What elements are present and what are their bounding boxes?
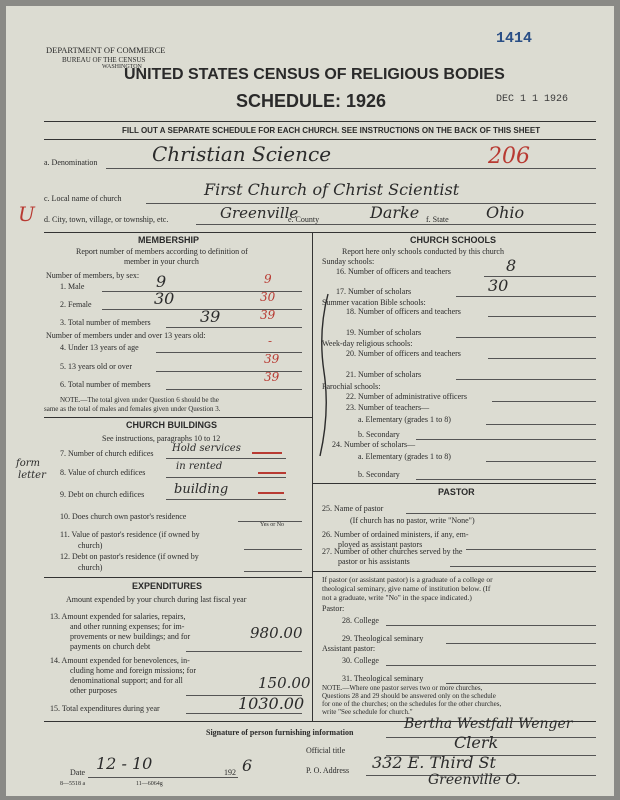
q20-line [488, 358, 596, 359]
department-label: DEPARTMENT OF COMMERCE [46, 45, 166, 55]
buildings-sub: See instructions, paragraphs 10 to 12 [102, 434, 221, 443]
year-prefix: 192 [224, 768, 236, 777]
grad-instruction-2: theological seminary, give name of institution below. (If [322, 584, 491, 593]
q9-value: building [174, 482, 229, 497]
q7-value: Hold services [172, 443, 241, 454]
q11-label-a: 11. Value of pastor's residence (if owned by [60, 530, 200, 539]
q8-red-mark [258, 472, 286, 474]
q18-line [488, 316, 596, 317]
q4-label: 4. Under 13 years of age [60, 343, 139, 352]
q8-label: 8. Value of church edifices [60, 468, 146, 477]
city-line [196, 224, 596, 225]
date-line [88, 777, 238, 778]
q13-label-a: 13. Amount expended for salaries, repairs, [50, 612, 186, 621]
date-value: 12 - 10 [96, 754, 153, 773]
margin-u-mark: U [18, 202, 35, 226]
parochial-label: Parochial schools: [322, 382, 381, 391]
pastor-note-3: for one of the churches; on the schedules for the other churches, [322, 700, 502, 708]
q6-red-check: 39 [264, 370, 280, 384]
q22-line [492, 401, 596, 402]
q29-label: 29. Theological seminary [342, 634, 424, 643]
q1-red-check: 9 [264, 272, 272, 286]
buildings-title: CHURCH BUILDINGS [126, 420, 217, 430]
form-number: 8—5518 a [60, 781, 86, 787]
q30-line [386, 665, 596, 666]
expenditures-title: EXPENDITURES [132, 581, 203, 591]
q17-line [456, 296, 596, 297]
weekday-label: Week-day religious schools: [322, 339, 413, 348]
q4-line [156, 352, 302, 353]
pastor-note-4: write "See schedule for church." [322, 708, 413, 716]
q14-label-c: denominational support; and for all [70, 676, 183, 685]
state-label: f. State [426, 215, 449, 224]
q13-value: 980.00 [250, 624, 303, 642]
schedule-title: SCHEDULE: 1926 [236, 91, 387, 111]
q16-label: 16. Number of officers and teachers [336, 267, 451, 276]
q3-value: 39 [200, 307, 221, 326]
q15-line [186, 713, 302, 714]
address-label: P. O. Address [306, 766, 350, 775]
q23b-label: b. Secondary [358, 430, 400, 439]
census-schedule-sheet [6, 6, 614, 796]
buildings-rule-top [44, 417, 312, 418]
membership-sub2: member in your church [124, 257, 199, 266]
city-field-label: d. City, town, village, or township, etc. [44, 215, 169, 224]
city-label: WASHINGTON [102, 64, 142, 70]
q16-value: 8 [506, 256, 517, 275]
pastor-rule-top [312, 483, 596, 484]
q2-red-check: 30 [260, 290, 276, 304]
pastor-note-1: NOTE.—Where one pastor serves two or more churches, [322, 684, 483, 692]
year-value: 6 [242, 756, 253, 775]
q6-label: 6. Total number of members [60, 380, 151, 389]
q13-line [186, 651, 302, 652]
q3-label: 3. Total number of members [60, 318, 151, 327]
pastor-label: Pastor: [322, 604, 345, 613]
q14-value: 150.00 [258, 674, 311, 692]
state-value: Ohio [486, 203, 525, 222]
denomination-code: 206 [488, 144, 530, 169]
bureau-label: BUREAU OF THE CENSUS [62, 56, 146, 64]
expenditures-rule-top [44, 577, 312, 578]
q9-line [166, 499, 286, 500]
local-name-value: First Church of Christ Scientist [204, 180, 460, 199]
q14-label-d: other purposes [70, 686, 117, 695]
margin-note-form: form [16, 458, 40, 469]
assistant-pastor-label: Assistant pastor: [322, 644, 376, 653]
summer-label: Summer vacation Bible schools: [322, 298, 426, 307]
q1-value: 9 [156, 272, 167, 291]
q9-label: 9. Debt on church edifices [60, 490, 145, 499]
q27-line [450, 566, 596, 567]
q6-line [166, 389, 302, 390]
yes-no-hint: Yes or No [260, 522, 285, 528]
age-label: Number of members under and over 13 years old: [46, 331, 206, 340]
q28-label: 28. College [342, 616, 379, 625]
date-received-stamp: DEC 1 1 1926 [496, 94, 569, 105]
address-value: 332 E. Third St [372, 753, 496, 772]
grad-instruction-1: If pastor (or assistant pastor) is a graduate of a college or [322, 575, 493, 584]
form-number-2: 11—6064g [136, 781, 163, 787]
date-label: Date [70, 768, 86, 777]
q25-label: 25. Name of pastor [322, 504, 384, 513]
pastor-title: PASTOR [438, 487, 475, 497]
q24-label: 24. Number of scholars— [332, 440, 416, 449]
membership-note-1: NOTE.—The total given under Question 6 should be the [60, 396, 219, 404]
county-label: e. County [288, 215, 320, 224]
q2-label: 2. Female [60, 300, 92, 309]
q26-label-b: ployed as assistant pastors [338, 540, 423, 549]
q25-hint: (If church has no pastor, write "None") [350, 516, 475, 525]
q1-label: 1. Male [60, 282, 85, 291]
q30-label: 30. College [342, 656, 379, 665]
header-rule-top [44, 121, 596, 122]
q21-label: 21. Number of scholars [346, 370, 422, 379]
q4-red-check: - [268, 334, 273, 348]
q27-label-b: pastor or his assistants [338, 557, 410, 566]
q28-line [386, 625, 596, 626]
q7-label: 7. Number of church edifices [60, 449, 154, 458]
q27-label-a: 27. Number of other churches served by the [322, 547, 463, 556]
instruction-line: FILL OUT A SEPARATE SCHEDULE FOR EACH CHURCH. SEE INSTRUCTIONS ON THE BACK OF THIS SHEET [122, 126, 541, 135]
denomination-label: a. Denomination [44, 158, 98, 167]
pastor-note-2: Questions 28 and 29 should be answered only on the schedule [322, 692, 496, 700]
q19-line [456, 337, 596, 338]
q7-line [166, 458, 286, 459]
official-title-value: Clerk [454, 733, 499, 752]
body-rule-top [44, 232, 596, 233]
q12-label-a: 12. Debt on pastor's residence (if owned by [60, 552, 199, 561]
grad-instruction-3: not a graduate, write "No" in the space indicated.) [322, 593, 472, 602]
q22-label: 22. Number of administrative officers [346, 392, 467, 401]
q17-value: 30 [488, 276, 509, 295]
schools-bracket-mark [316, 292, 332, 458]
q20-label: 20. Number of officers and teachers [346, 349, 461, 358]
county-value: Darke [370, 203, 420, 222]
q8-line [166, 477, 286, 478]
q2-value: 30 [154, 289, 175, 308]
q29-line [446, 643, 596, 644]
q18-label: 18. Number of officers and teachers [346, 307, 461, 316]
q7-red-mark [252, 452, 282, 454]
official-title-label: Official title [306, 746, 346, 755]
membership-sub1: Report number of members according to definition of [76, 247, 248, 256]
q26-label-a: 26. Number of ordained ministers, if any, em- [322, 530, 469, 539]
margin-note-letter: letter [18, 470, 46, 481]
q21-line [456, 379, 596, 380]
q23a-label: a. Elementary (grades 1 to 8) [358, 415, 451, 424]
q15-value: 1030.00 [238, 694, 305, 713]
q24b-line [416, 479, 596, 480]
q24a-line [486, 461, 596, 462]
q15-label: 15. Total expenditures during year [50, 704, 160, 713]
q24b-label: b. Secondary [358, 470, 400, 479]
form-title: UNITED STATES CENSUS OF RELIGIOUS BODIES [124, 66, 505, 83]
q3-red-check: 39 [260, 308, 276, 322]
membership-title: MEMBERSHIP [138, 235, 200, 245]
schools-sub: Report here only schools conducted by this church [342, 247, 504, 256]
sunday-label: Sunday schools: [322, 257, 375, 266]
denomination-value: Christian Science [152, 142, 332, 166]
column-divider [312, 232, 313, 722]
q14-label-b: cluding home and foreign missions; for [70, 666, 196, 675]
q11-label-b: church) [78, 541, 103, 550]
signature-label: Signature of person furnishing information [206, 728, 354, 737]
q8-value: in rented [176, 461, 223, 472]
q11-line [244, 549, 302, 550]
q23b-line [416, 439, 596, 440]
q25-line [406, 513, 596, 514]
q13-label-d: payments on church debt [70, 642, 151, 651]
q10-label: 10. Does church own pastor's residence [60, 512, 187, 521]
address-value-2: Greenville O. [428, 772, 521, 788]
q24a-label: a. Elementary (grades 1 to 8) [358, 452, 451, 461]
q12-line [244, 571, 302, 572]
q9-red-mark [258, 492, 284, 494]
pastor-grad-rule [312, 571, 596, 572]
q3-line [166, 327, 302, 328]
q5-line [156, 371, 302, 372]
q23-label: 23. Number of teachers— [346, 403, 430, 412]
q5-label: 5. 13 years old or over [60, 362, 132, 371]
q19-label: 19. Number of scholars [346, 328, 422, 337]
city-value: Greenville [220, 204, 299, 222]
q5-red-check: 39 [264, 352, 280, 366]
expenditures-sub: Amount expended by your church during last fiscal year [66, 595, 247, 604]
header-rule-bottom [44, 139, 596, 140]
q14-label-a: 14. Amount expended for benevolences, in- [50, 656, 190, 665]
stamp-number: 1414 [496, 30, 533, 47]
schools-title: CHURCH SCHOOLS [410, 235, 497, 245]
q31-label: 31. Theological seminary [342, 674, 424, 683]
membership-note-2: same as the total of males and females given under Question 3. [44, 405, 221, 413]
by-sex-label: Number of members, by sex: [46, 271, 140, 280]
q13-label-c: provements or new buildings; and for [70, 632, 191, 641]
q17-label: 17. Number of scholars [336, 287, 412, 296]
q26-line [466, 549, 596, 550]
q13-label-b: and other running expenses; for im- [70, 622, 185, 631]
signature-value: Bertha Westfall Wenger [404, 716, 573, 732]
q12-label-b: church) [78, 563, 103, 572]
q23a-line [486, 424, 596, 425]
local-name-label: c. Local name of church [44, 194, 122, 203]
